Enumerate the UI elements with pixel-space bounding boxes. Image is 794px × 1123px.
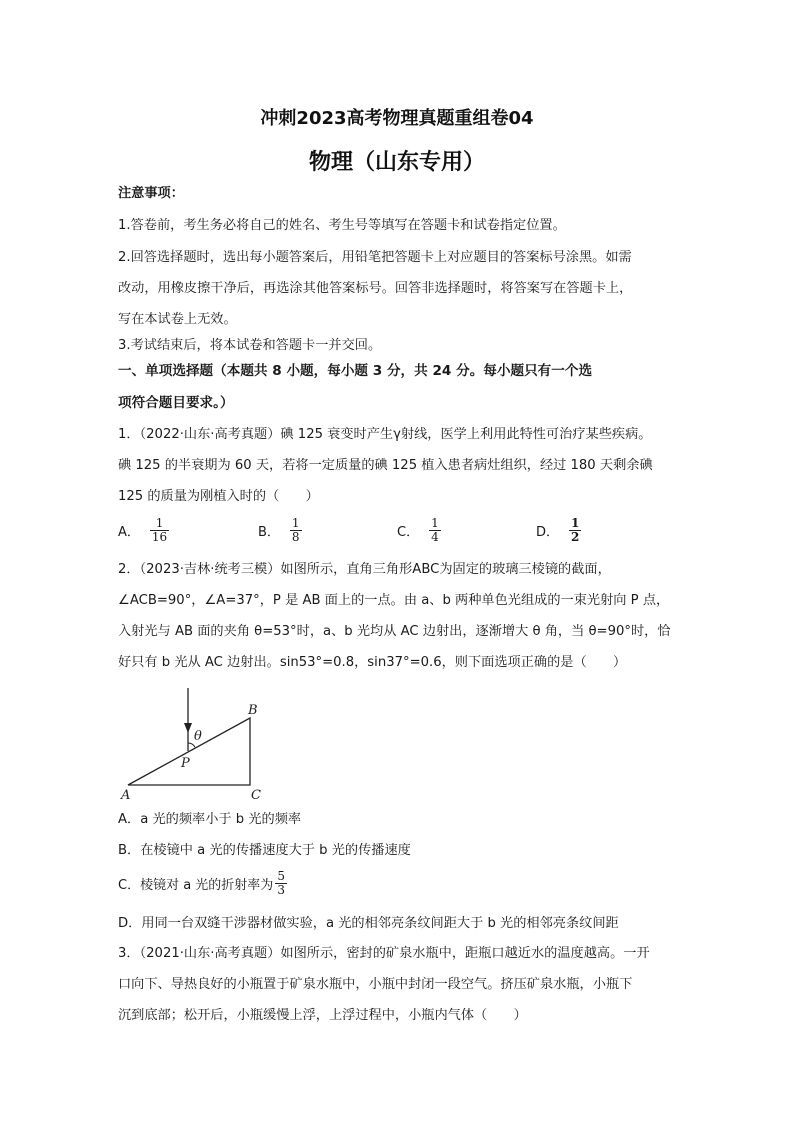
q2-option-c-text: C．棱镜对 a 光的折射率为 [118,878,274,893]
q3-line-2: 口向下、导热良好的小瓶置于矿泉水瓶中，小瓶中封闭一段空气。挤压矿泉水瓶，小瓶下 [118,977,633,992]
label-p: P [181,756,190,771]
label-a: A [121,788,131,803]
q1-option-c-numerator: 1 [431,516,439,530]
notice-item-2-line-2: 改动，用橡皮擦干净后，再选涂其他答案标号。回答非选择题时，将答案写在答题卡上， [118,281,633,296]
q1-option-b-letter: B． [258,525,280,540]
q1-option-c [397,517,441,544]
q2-line-1: 2．（2023·吉林·统考三模）如图所示，直角三角形ABC为固定的玻璃三棱镜的截面， [118,562,611,577]
q1-option-a-numerator: 1 [155,516,164,530]
q2-line-2: ∠ACB=90°，∠A=37°，P 是 AB 面上的一点。由 a、b 两种单色光组成的一束光射向 P 点， [118,593,670,608]
page-subtitle: 物理（山东专用） [308,150,485,175]
notice-item-3: 3.考试结束后，将本试卷和答题卡一并交回。 [118,338,382,353]
q2-option-c-numerator: 5 [277,869,285,883]
notice-heading: 注意事项： [118,186,184,201]
q2-option-c-fraction [275,870,287,897]
q2-option-c [118,870,287,897]
q1-line-3: 125 的质量为刚植入时的（ ） [118,489,319,504]
notice-item-2-line-3: 写在本试卷上无效。 [118,312,237,327]
label-c: C [251,788,261,803]
q1-option-d [536,517,581,544]
q1-option-b-fraction [290,517,302,544]
q1-line-2: 碘 125 的半衰期为 60 天，若将一定质量的碘 125 植入患者病灶组织，经过 180 天剩余碘 [118,458,653,473]
q1-option-c-denominator: 4 [431,530,439,544]
prism-diagram [118,688,278,803]
q3-line-1: 3．（2021·山东·高考真题）如图所示，密封的矿泉水瓶中，距瓶口越近水的温度越高。一开 [118,946,650,961]
q1-option-a-denominator: 16 [151,530,168,544]
q2-option-c-denominator: 3 [277,883,285,897]
section-heading-line-2: 项符合题目要求。） [118,395,234,411]
q2-line-3: 入射光与 AB 面的夹角 θ=53°时，a、b 光均从 AC 边射出，逐渐增大 θ 角，当 θ=90°时，恰 [118,624,671,639]
q1-option-d-fraction [569,517,581,544]
q1-option-a-letter: A． [118,525,140,540]
ray-arrowhead [184,723,192,733]
page-title: 冲刺2023高考物理真题重组卷04 [260,108,534,129]
notice-item-1: 1.答卷前，考生务必将自己的姓名、考生号等填写在答题卡和试卷指定位置。 [118,218,566,233]
q3-line-3: 沉到底部；松开后，小瓶缓慢上浮，上浮过程中，小瓶内气体（ ） [118,1008,527,1023]
q2-option-b: B．在棱镜中 a 光的传播速度大于 b 光的传播速度 [118,843,411,858]
q1-line-1: 1．（2022·山东·高考真题）碘 125 衰变时产生γ射线，医学上利用此特性可治疗某些疾病。 [118,427,652,442]
q1-option-b-numerator: 1 [291,516,300,530]
q1-option-d-letter: D． [536,525,560,540]
q1-option-d-numerator: 1 [571,516,580,530]
q1-option-c-fraction [429,517,441,544]
q1-option-b [258,517,302,544]
q2-line-4: 好只有 b 光从 AC 边射出。sin53°=0.8，sin37°=0.6，则下面选项正确的是（ ） [118,655,627,670]
prism-diagram-svg [118,688,278,803]
notice-item-2-line-1: 2.回答选择题时，选出每小题答案后，用铅笔把答题卡上对应题目的答案标号涂黑。如需 [118,250,632,265]
q1-option-a [118,517,169,544]
q2-option-a: A．a 光的频率小于 b 光的频率 [118,812,302,827]
q1-option-b-denominator: 8 [291,530,300,544]
label-b: B [248,703,258,718]
q1-option-a-fraction [150,517,169,544]
q1-option-d-denominator: 2 [571,530,580,544]
q2-option-d: D．用同一台双缝干涉器材做实验，a 光的相邻亮条纹间距大于 b 光的相邻亮条纹间距 [118,916,619,931]
q1-option-c-letter: C． [397,525,420,540]
label-theta: θ [194,729,202,744]
section-heading-line-1: 一、单项选择题（本题共 8 小题，每小题 3 分，共 24 分。每小题只有一个选 [118,363,593,379]
